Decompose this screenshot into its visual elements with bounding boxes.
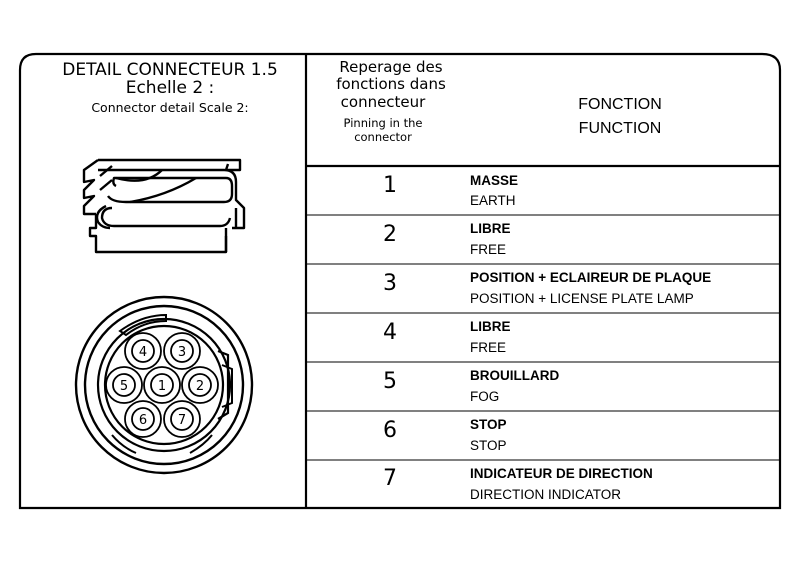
pin-number: 6 (383, 418, 397, 443)
col2-header-fr-line2: fonctions dans (336, 75, 446, 93)
function-fr: POSITION + ECLAIREUR DE PLAQUE (470, 270, 712, 285)
left-header-scale-fr: Echelle 2 : (125, 78, 215, 98)
left-header-scale-en: Connector detail Scale 2: (91, 100, 249, 115)
connector-front-view-drawing (72, 285, 282, 485)
function-fr: LIBRE (470, 221, 511, 236)
pin-number: 7 (383, 466, 397, 491)
function-en: POSITION + LICENSE PLATE LAMP (470, 291, 694, 306)
col2-header-en-line2: connector (354, 130, 412, 144)
function-fr: MASSE (470, 173, 519, 188)
pin-number: 4 (383, 320, 397, 345)
col2-header-fr-line1: Reperage des (339, 58, 443, 76)
function-fr: STOP (470, 417, 507, 432)
col2-header-fr-line3: connecteur (340, 93, 426, 111)
pin-number: 1 (383, 173, 397, 198)
function-en: DIRECTION INDICATOR (470, 487, 622, 502)
diagram-pin-label: 3 (177, 345, 187, 360)
connector-side-view-drawing (76, 156, 256, 260)
function-en: FOG (470, 389, 500, 404)
pin-number: 3 (383, 271, 397, 296)
function-fr: BROUILLARD (470, 368, 560, 383)
function-en: EARTH (470, 193, 516, 208)
pin-number: 2 (383, 222, 397, 247)
function-fr: LIBRE (470, 319, 511, 334)
diagram-pin-label: 6 (138, 413, 148, 428)
pin-number: 5 (383, 369, 397, 394)
diagram-pin-label: 2 (195, 379, 205, 394)
diagram-pin-label: 7 (177, 413, 187, 428)
col3-header-en: FUNCTION (578, 120, 662, 137)
left-header-title: DETAIL CONNECTEUR 1.5 (62, 60, 278, 80)
diagram-pin-label: 4 (138, 345, 148, 360)
diagram-pin-label: 1 (157, 379, 167, 394)
col3-header-fr: FONCTION (578, 96, 662, 113)
function-en: FREE (470, 340, 507, 355)
function-en: FREE (470, 242, 507, 257)
diagram-pin-label: 5 (119, 379, 129, 394)
function-fr: INDICATEUR DE DIRECTION (470, 466, 653, 481)
col2-header-en-line1: Pinning in the (343, 116, 423, 130)
function-en: STOP (470, 438, 507, 453)
